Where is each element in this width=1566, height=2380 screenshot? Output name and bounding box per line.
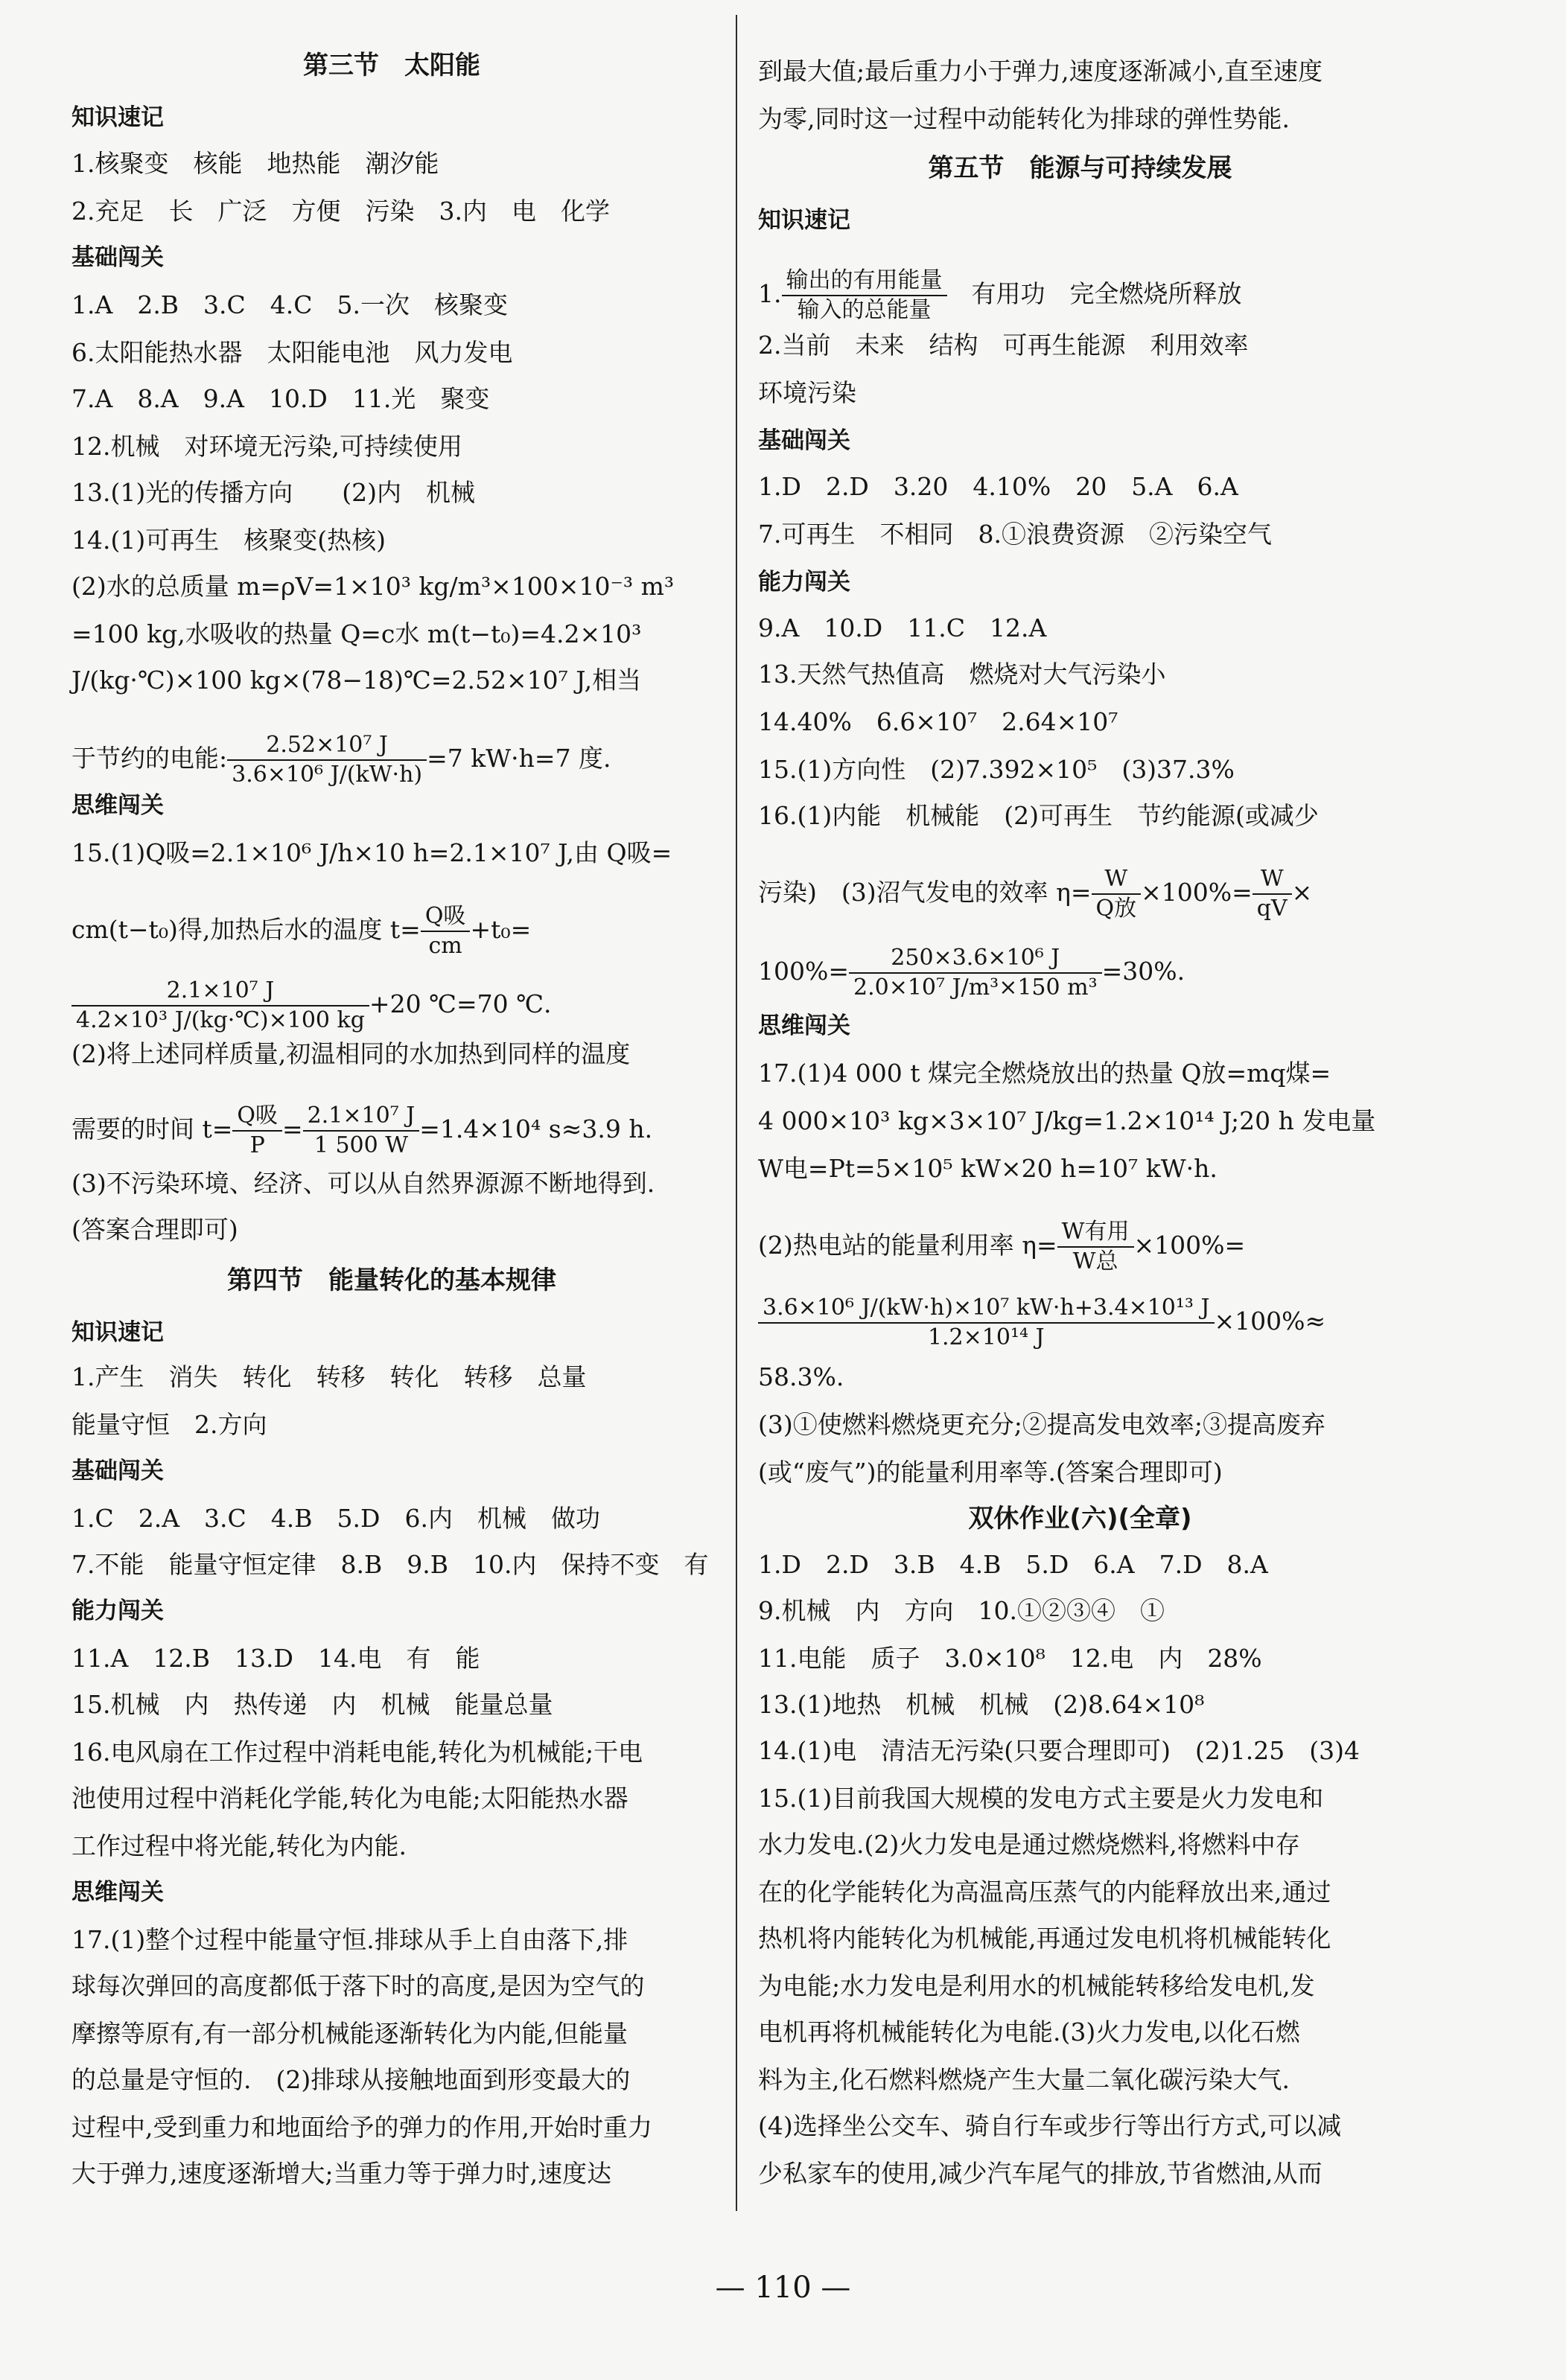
line-text: 到最大值;最后重力小于弹力,速度逐渐减小,直至速度 <box>758 57 1323 86</box>
subsection-heading <box>758 566 850 599</box>
text-line <box>758 2157 1322 2190</box>
fraction-denominator: P <box>249 1132 265 1158</box>
line-text: 思维闯关 <box>71 1879 164 1906</box>
text-line <box>758 1294 1325 1352</box>
fraction-denominator: W总 <box>1072 1248 1118 1274</box>
line-text: =30%. <box>1101 957 1185 986</box>
fraction-denominator: 输入的总能量 <box>797 297 932 323</box>
text-line <box>71 524 386 557</box>
text-line <box>758 1970 1315 2003</box>
text-line <box>758 2110 1341 2143</box>
fraction <box>421 902 471 960</box>
subsection-heading <box>71 1595 164 1627</box>
column-divider <box>736 15 737 2211</box>
text-line <box>758 1828 1300 1861</box>
subsection-heading <box>71 1876 164 1909</box>
fraction <box>1057 1218 1134 1276</box>
text-line <box>758 865 1312 923</box>
text-line <box>758 103 1290 135</box>
text-line <box>71 1924 628 1956</box>
line-text: 能力闯关 <box>758 569 850 596</box>
line-text: 7.可再生 不相同 8.①浪费资源 ②污染空气 <box>758 520 1272 549</box>
line-text: ×100%= <box>1141 878 1253 907</box>
text-line <box>758 1548 1268 1581</box>
line-text: 9.机械 内 方向 10.①②③④ ① <box>758 1596 1165 1625</box>
fraction-numerator: Q吸 <box>232 1102 282 1132</box>
line-text: 12.机械 对环境无污染,可持续使用 <box>71 432 462 461</box>
line-text: (2)水的总质量 m=ρV=1×10³ kg/m³×100×10⁻³ m³ <box>71 572 675 601</box>
section-title <box>758 1502 1402 1535</box>
fraction-numerator: 2.1×10⁷ J <box>303 1102 420 1132</box>
line-text: +t₀= <box>470 915 532 944</box>
text-line <box>71 1213 238 1246</box>
text-line <box>758 329 1249 362</box>
text-line <box>71 1642 480 1675</box>
line-text: 15.(1)Q吸=2.1×10⁶ J/h×10 h=2.1×10⁷ J,由 Q吸= <box>71 838 672 867</box>
text-line <box>758 1688 1204 1721</box>
line-text: 14.(1)可再生 核聚变(热核) <box>71 526 386 555</box>
line-text: 1. <box>758 279 782 308</box>
fraction <box>1253 865 1292 923</box>
line-text: 池使用过程中消耗化学能,转化为电能;太阳能热水器 <box>71 1784 628 1813</box>
text-line <box>71 977 552 1035</box>
line-text: (答案合理即可) <box>71 1215 238 1244</box>
text-line <box>71 336 513 369</box>
line-text: 知识速记 <box>71 104 164 131</box>
text-line <box>758 706 1118 738</box>
fraction-denominator: 1 500 W <box>313 1132 409 1158</box>
line-text: 电机再将机械能转化为电能.(3)火力发电,以化石燃 <box>758 2017 1300 2046</box>
text-line <box>758 1922 1331 1955</box>
line-text: 大于弹力,速度逐渐增大;当重力等于弹力时,速度达 <box>71 2159 612 2188</box>
line-text: (2)热电站的能量利用率 η= <box>758 1231 1057 1260</box>
line-text: 7.A 8.A 9.A 10.D 11.光 聚变 <box>71 384 490 413</box>
text-line <box>71 1038 630 1071</box>
text-line <box>758 1642 1262 1675</box>
line-text: 能力闯关 <box>71 1598 164 1624</box>
line-text: 工作过程中将光能,转化为内能. <box>71 1831 407 1860</box>
line-text: 58.3%. <box>758 1362 844 1391</box>
line-text: 4 000×10³ kg×3×10⁷ J/kg=1.2×10¹⁴ J;20 h 发电量 <box>758 1106 1376 1135</box>
line-text: ×100%= <box>1133 1231 1246 1260</box>
line-text: =1.4×10⁴ s≈3.9 h. <box>419 1114 653 1143</box>
line-text: 热机将内能转化为机械能,再通过发电机将机械能转化 <box>758 1924 1331 1953</box>
text-line <box>71 430 462 463</box>
text-line <box>71 1548 708 1581</box>
fraction-numerator: 250×3.6×10⁶ J <box>849 944 1102 974</box>
fraction-denominator: cm <box>428 933 462 959</box>
line-text: +20 ℃=70 ℃. <box>369 989 552 1018</box>
line-text: 100%= <box>758 957 849 986</box>
text-line <box>71 664 641 697</box>
text-line <box>71 837 672 870</box>
text-line <box>71 570 674 603</box>
line-text: 知识速记 <box>71 1319 164 1346</box>
text-line <box>758 612 1046 645</box>
text-line <box>758 55 1322 88</box>
line-text: 1.D 2.D 3.B 4.B 5.D 6.A 7.D 8.A <box>758 1550 1268 1579</box>
text-line <box>758 518 1272 551</box>
fraction-numerator: 2.1×10⁷ J <box>71 977 369 1006</box>
fraction-numerator: W <box>1253 865 1292 895</box>
line-text: (4)选择坐公交车、骑自行车或步行等出行方式,可以减 <box>758 2111 1342 2140</box>
text-line <box>758 1152 1218 1185</box>
line-text: 知识速记 <box>758 207 850 234</box>
line-text: 环境污染 <box>758 378 856 407</box>
line-text: (或“废气”)的能量利用率等.(答案合理即可) <box>758 1458 1223 1487</box>
fraction-numerator: Q吸 <box>421 902 471 932</box>
line-text: (3)不污染环境、经济、可以从自然界源源不断地得到. <box>71 1169 655 1198</box>
section-title <box>71 1264 712 1297</box>
line-text: 13.(1)光的传播方向 (2)内 机械 <box>71 478 475 507</box>
line-text: 有用功 完全燃烧所释放 <box>946 279 1242 308</box>
line-text: ×100%≈ <box>1214 1307 1326 1336</box>
fraction <box>71 977 369 1035</box>
text-line <box>71 476 475 509</box>
fraction-numerator: 2.52×10⁷ J <box>227 731 427 761</box>
subsection-heading <box>71 789 164 822</box>
line-text: 1.核聚变 核能 地热能 潮汐能 <box>71 149 439 178</box>
line-text: 基础闯关 <box>758 427 850 454</box>
line-text: 1.产生 消失 转化 转移 转化 转移 总量 <box>71 1362 587 1391</box>
text-line <box>758 1595 1165 1627</box>
line-text: 2.当前 未来 结构 可再生能源 利用效率 <box>758 331 1249 360</box>
text-line <box>71 902 531 960</box>
text-line <box>758 2016 1300 2049</box>
line-text: 基础闯关 <box>71 244 164 271</box>
text-line <box>758 1876 1331 1909</box>
subsection-heading <box>71 241 164 274</box>
line-text: 为零,同时这一过程中动能转化为排球的弹性势能. <box>758 104 1290 133</box>
line-text: 1.A 2.B 3.C 4.C 5.一次 核聚变 <box>71 290 509 319</box>
line-text: 污染) (3)沼气发电的效率 η= <box>758 878 1092 907</box>
text-line <box>71 147 439 180</box>
subsection-heading <box>71 1316 164 1349</box>
fraction-denominator: 3.6×10⁶ J/(kW·h) <box>232 762 423 788</box>
text-line <box>758 2064 1290 2096</box>
line-text: × <box>1291 878 1313 907</box>
text-line <box>71 1830 407 1863</box>
line-text: 第三节 太阳能 <box>303 51 480 80</box>
text-line <box>758 753 1235 786</box>
fraction-denominator: qV <box>1256 896 1288 922</box>
text-line <box>71 2017 628 2050</box>
fraction <box>782 267 947 325</box>
text-line <box>71 1408 267 1441</box>
line-text: 14.(1)电 清洁无污染(只要合理即可) (2)1.25 (3)4 <box>758 1736 1360 1765</box>
line-text: 料为主,化石燃料燃烧产生大量二氧化碳污染大气. <box>758 2065 1290 2094</box>
line-text: 思维闯关 <box>758 1012 850 1039</box>
line-text: 为电能;水力发电是利用水的机械能转移给发电机,发 <box>758 1971 1315 2000</box>
subsection-heading <box>758 204 850 237</box>
line-text: =100 kg,水吸收的热量 Q=c水 m(t−t₀)=4.2×10³ <box>71 619 642 648</box>
text-line <box>758 1735 1360 1767</box>
line-text: 9.A 10.D 11.C 12.A <box>758 613 1047 642</box>
line-text: 16.电风扇在工作过程中消耗电能,转化为机械能;干电 <box>71 1738 643 1767</box>
subsection-heading <box>758 424 850 457</box>
line-text: 11.电能 质子 3.0×10⁸ 12.电 内 28% <box>758 1644 1262 1673</box>
text-line <box>71 731 611 789</box>
text-line <box>71 1688 553 1721</box>
section-title <box>71 49 712 82</box>
line-text: (3)①使燃料燃烧更充分;②提高发电效率;③提高废弃 <box>758 1410 1325 1439</box>
line-text: 15.机械 内 热传递 内 机械 能量总量 <box>71 1690 553 1719</box>
line-text: 双休作业(六)(全章) <box>968 1504 1192 1534</box>
fraction-denominator: 4.2×10³ J/(kg·℃)×100 kg <box>76 1007 365 1033</box>
fraction <box>303 1102 420 1160</box>
text-line <box>758 1218 1245 1276</box>
line-text: (2)将上述同样质量,初温相同的水加热到同样的温度 <box>71 1039 631 1068</box>
fraction <box>227 731 427 789</box>
subsection-heading <box>758 1009 850 1042</box>
text-line <box>71 1167 655 1200</box>
line-text: =7 kW·h=7 度. <box>427 744 611 773</box>
text-line <box>71 1102 652 1160</box>
text-line <box>71 1502 600 1535</box>
line-text: 在的化学能转化为高温高压蒸气的内能释放出来,通过 <box>758 1877 1331 1907</box>
fraction-numerator: 3.6×10⁶ J/(kW·h)×10⁷ kW·h+3.4×10¹³ J <box>758 1294 1215 1324</box>
line-text: 16.(1)内能 机械能 (2)可再生 节约能源(或减少 <box>758 801 1319 830</box>
text-line <box>71 1970 645 2003</box>
line-text: 7.不能 能量守恒定律 8.B 9.B 10.内 保持不变 有 <box>71 1550 709 1579</box>
fraction-denominator: Q放 <box>1095 896 1137 922</box>
text-line <box>71 1782 628 1815</box>
text-line <box>758 1456 1223 1489</box>
line-text: 于节约的电能: <box>71 744 228 773</box>
line-text: 水力发电.(2)火力发电是通过燃烧燃料,将燃料中存 <box>758 1830 1300 1859</box>
line-text: 11.A 12.B 13.D 14.电 有 能 <box>71 1644 480 1673</box>
subsection-heading <box>71 1455 164 1487</box>
line-text: 17.(1)4 000 t 煤完全燃烧放出的热量 Q放=mq煤= <box>758 1059 1331 1088</box>
line-text: cm(t−t₀)得,加热后水的温度 t= <box>71 915 421 944</box>
line-text: W电=Pt=5×10⁵ kW×20 h=10⁷ kW·h. <box>758 1154 1218 1183</box>
text-line <box>758 1057 1331 1090</box>
line-text: 的总量是守恒的. (2)排球从接触地面到形变最大的 <box>71 2065 631 2094</box>
line-text: 思维闯关 <box>71 792 164 819</box>
text-line <box>758 470 1238 503</box>
fraction <box>849 944 1102 1002</box>
line-text: = <box>282 1114 303 1143</box>
line-text: 基础闯关 <box>71 1458 164 1484</box>
text-line <box>71 1361 587 1394</box>
text-line <box>758 377 856 409</box>
line-text: 15.(1)目前我国大规模的发电方式主要是火力发电和 <box>758 1784 1324 1813</box>
line-text: 15.(1)方向性 (2)7.392×10⁵ (3)37.3% <box>758 755 1235 784</box>
text-line <box>758 1361 844 1394</box>
line-text: 能量守恒 2.方向 <box>71 1410 267 1439</box>
fraction <box>232 1102 282 1160</box>
line-text: 6.太阳能热水器 太阳能电池 风力发电 <box>71 338 513 367</box>
text-line <box>71 2111 652 2144</box>
section-title <box>758 152 1402 185</box>
text-line <box>758 658 1165 691</box>
page-number: — 110 — <box>715 2271 851 2305</box>
line-text: 1.C 2.A 3.C 4.B 5.D 6.内 机械 做功 <box>71 1504 600 1533</box>
fraction <box>758 1294 1215 1352</box>
text-line <box>758 1105 1375 1138</box>
text-line <box>71 289 508 322</box>
subsection-heading <box>71 101 164 134</box>
line-text: 摩擦等原有,有一部分机械能逐渐转化为内能,但能量 <box>71 2019 628 2048</box>
line-text: 第五节 能源与可持续发展 <box>928 153 1232 183</box>
fraction-numerator: 输出的有用能量 <box>782 267 947 296</box>
fraction-denominator: 1.2×10¹⁴ J <box>927 1324 1045 1350</box>
line-text: 球每次弹回的高度都低于落下时的高度,是因为空气的 <box>71 1971 645 2000</box>
line-text: 第四节 能量转化的基本规律 <box>227 1266 556 1295</box>
line-text: 2.充足 长 广泛 方便 污染 3.内 电 化学 <box>71 197 610 226</box>
line-text: 13.(1)地热 机械 机械 (2)8.64×10⁸ <box>758 1690 1205 1719</box>
line-text: 少私家车的使用,减少汽车尾气的排放,节省燃油,从而 <box>758 2159 1322 2188</box>
fraction-denominator: 2.0×10⁷ J/m³×150 m³ <box>853 974 1098 1001</box>
text-line <box>758 800 1319 832</box>
text-line <box>71 2157 611 2190</box>
line-text: 需要的时间 t= <box>71 1114 233 1143</box>
line-text: 17.(1)整个过程中能量守恒.排球从手上自由落下,排 <box>71 1925 628 1954</box>
fraction-numerator: W <box>1092 865 1142 895</box>
fraction-numerator: W有用 <box>1057 1218 1134 1248</box>
line-text: 过程中,受到重力和地面给予的弹力的作用,开始时重力 <box>71 2113 652 2142</box>
text-line <box>71 2064 630 2096</box>
text-line <box>758 944 1185 1002</box>
line-text: 13.天然气热值高 燃烧对大气污染小 <box>758 660 1166 689</box>
line-text: 1.D 2.D 3.20 4.10% 20 5.A 6.A <box>758 472 1238 501</box>
text-line <box>71 618 641 651</box>
text-line <box>758 267 1242 325</box>
text-line <box>71 1736 643 1769</box>
text-line <box>71 195 610 228</box>
text-line <box>71 383 489 415</box>
line-text: 14.40% 6.6×10⁷ 2.64×10⁷ <box>758 707 1118 736</box>
text-line <box>758 1782 1323 1815</box>
text-line <box>758 1408 1325 1441</box>
line-text: J/(kg·℃)×100 kg×(78−18)℃=2.52×10⁷ J,相当 <box>71 666 642 695</box>
fraction <box>1092 865 1142 923</box>
